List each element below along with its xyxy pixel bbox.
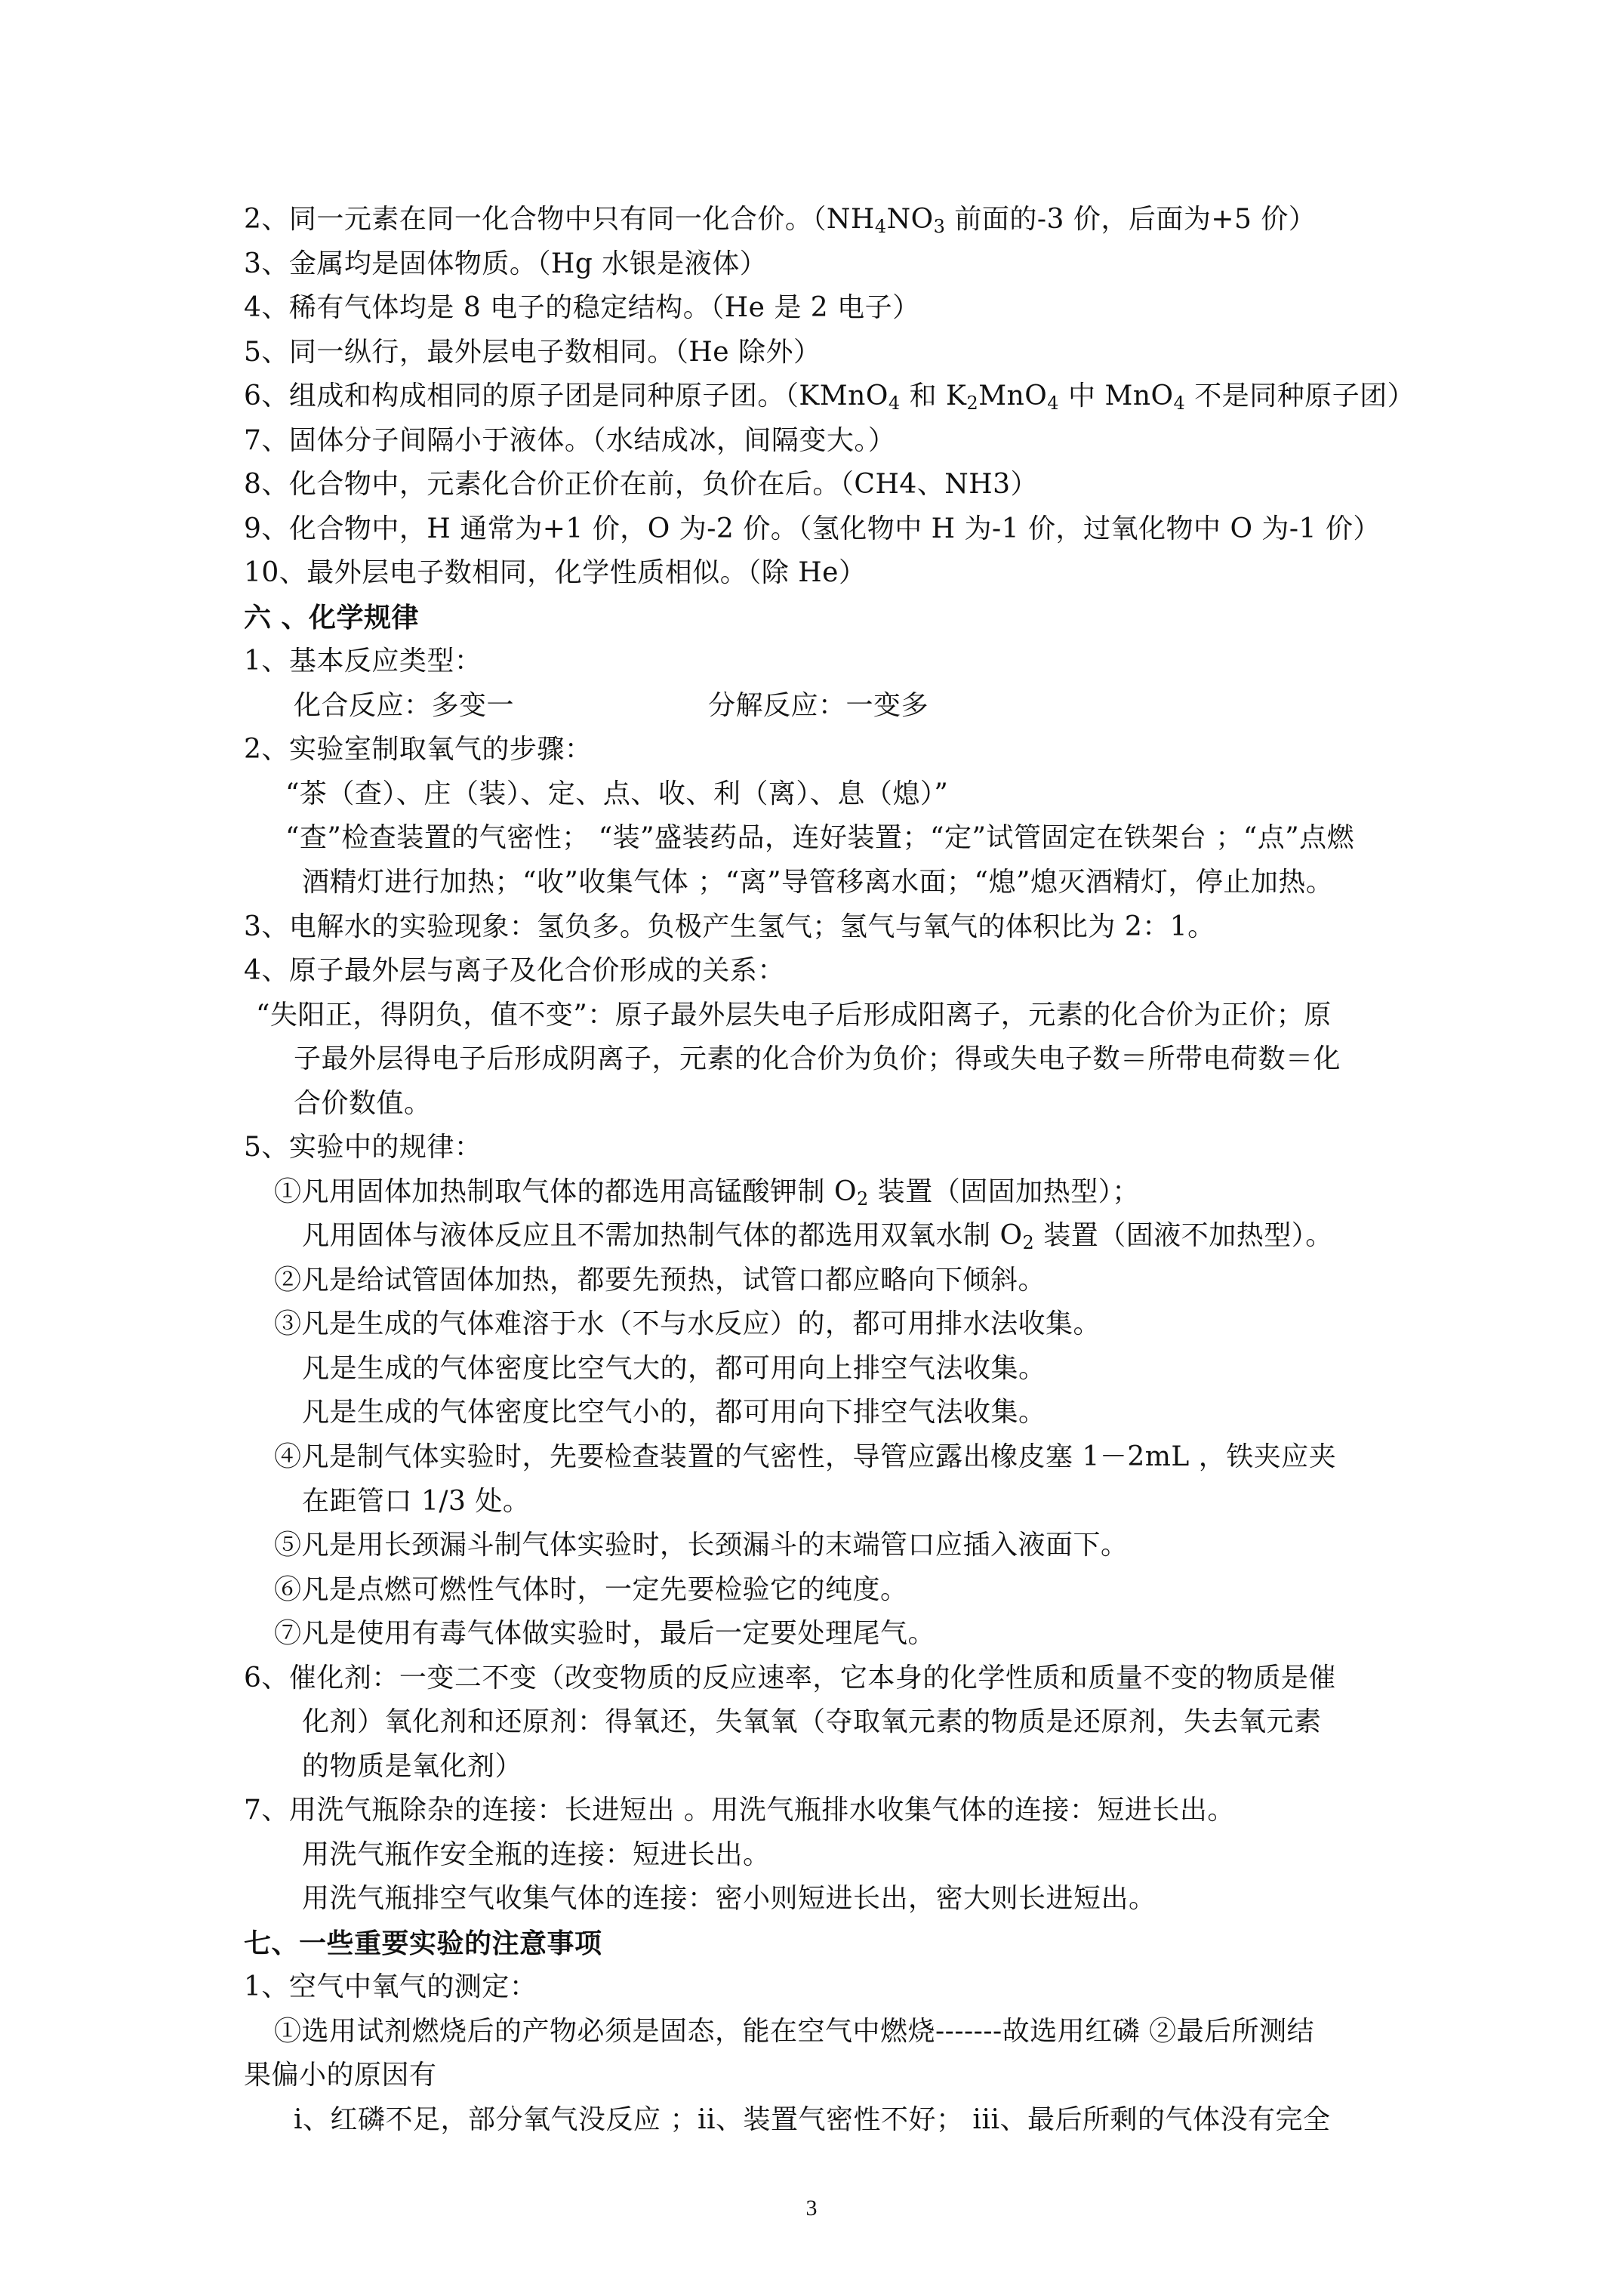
subscript: 4 — [1047, 393, 1060, 414]
text-segment: 不是同种原子团） — [1185, 381, 1415, 411]
text-line — [244, 558, 866, 588]
text-segment: ⑤凡是用长颈漏斗制气体实验时，长颈漏斗的末端管口应插入液面下。 — [274, 1530, 1129, 1561]
text-line — [244, 1795, 1235, 1826]
text-line — [294, 1044, 1341, 1074]
text-line — [274, 1530, 1129, 1561]
text-line — [256, 1000, 1332, 1031]
section-heading — [244, 603, 419, 633]
text-line — [244, 735, 592, 765]
text-line — [274, 1575, 908, 1605]
text-segment: 5、同一纵行，最外层电子数相同。（He 除外） — [244, 337, 821, 368]
text-segment: “失阳正，得阴负，值不变”：原子最外层失电子后形成阳离子，元素的化合价为正价；原 — [256, 1000, 1332, 1031]
text-segment: 前面的-3 价，后面为+5 价） — [945, 204, 1317, 235]
text-line — [244, 470, 1038, 500]
text-line — [244, 912, 1215, 942]
text-line — [244, 293, 920, 323]
text-segment: 7、固体分子间隔小于液体。（水结成冰，间隔变大。） — [244, 425, 896, 456]
text-line — [302, 1840, 771, 1870]
text-line — [302, 1707, 1322, 1737]
text-segment: 果偏小的原因有 — [244, 2060, 437, 2091]
text-line — [302, 1752, 522, 1782]
text-segment: 合价数值。 — [294, 1088, 432, 1119]
text-segment: 七、一些重要实验的注意事项 — [244, 1928, 602, 1959]
text-line — [302, 1221, 1333, 1251]
text-segment: 2、实验室制取氧气的步骤： — [244, 734, 593, 765]
text-line — [294, 691, 514, 721]
subscript: 4 — [1173, 393, 1186, 414]
text-line — [274, 1619, 935, 1649]
text-segment: ①凡用固体加热制取气体的都选用高锰酸钾制 O — [274, 1176, 857, 1207]
text-line — [302, 1398, 1046, 1428]
text-line — [302, 1884, 1156, 1914]
text-line — [302, 1354, 1046, 1384]
text-segment: MnO — [978, 381, 1048, 411]
subscript: 2 — [1022, 1232, 1035, 1253]
text-segment: ④凡是制气体实验时，先要检查装置的气密性，导管应露出橡皮塞 1－2mL ，铁夹应夹 — [274, 1441, 1337, 1472]
text-segment: 4、稀有气体均是 8 电子的稳定结构。（He 是 2 电子） — [244, 292, 920, 323]
text-line — [244, 205, 1316, 235]
text-segment: 和 K — [900, 381, 967, 411]
text-segment: ⑦凡是使用有毒气体做实验时，最后一定要处理尾气。 — [274, 1618, 936, 1649]
text-segment: 凡用固体与液体反应且不需加热制气体的都选用双氧水制 O — [302, 1220, 1023, 1251]
text-segment: NO — [886, 204, 934, 235]
text-segment: ②凡是给试管固体加热，都要先预热，试管口都应略向下倾斜。 — [274, 1265, 1046, 1296]
text-segment: 酒精灯进行加热；“收”收集气体 ；“离”导管移离水面；“熄”熄灭酒精灯，停止加热。 — [302, 867, 1334, 898]
text-segment: 8、化合物中，元素化合价正价在前，负价在后。（CH4、NH3） — [244, 469, 1039, 500]
subscript: 2 — [966, 393, 979, 414]
text-segment: 1、空气中氧气的测定： — [244, 1971, 537, 2002]
text-segment: 的物质是氧化剂） — [302, 1751, 523, 1782]
text-line — [285, 823, 1354, 853]
text-line — [244, 1663, 1336, 1693]
text-line — [244, 426, 895, 456]
text-segment: 3、金属均是固体物质。（Hg 水银是液体） — [244, 248, 768, 279]
text-segment: 化合反应：多变一 — [294, 690, 515, 721]
text-line — [274, 1265, 1046, 1296]
text-line — [274, 1176, 1140, 1210]
text-segment: 1、基本反应类型： — [244, 646, 482, 676]
text-segment: ①选用试剂燃烧后的产物必须是固态，能在空气中燃烧-------故选用红磷 ②最后所测结 — [274, 2016, 1315, 2047]
text-line — [302, 1487, 530, 1517]
text-line — [244, 956, 785, 986]
text-segment: 化剂）氧化剂和还原剂：得氧还，失氧氧（夺取氧元素的物质是还原剂，失去氧元素 — [302, 1706, 1322, 1737]
text-line — [294, 2105, 1330, 2135]
text-segment: “查”检查装置的气密性； “装”盛装药品，连好装置；“定”试管固定在铁架台 ；“点”点燃 — [285, 822, 1355, 853]
text-segment: 5、实验中的规律： — [244, 1132, 482, 1163]
text-segment: 3、电解水的实验现象：氢负多。负极产生氢气；氢气与氧气的体积比为 2：1。 — [244, 911, 1215, 942]
text-segment: 中 MnO — [1059, 381, 1174, 411]
text-line — [244, 381, 1415, 414]
text-line — [285, 779, 948, 809]
text-line — [244, 514, 1381, 544]
subscript: 4 — [888, 393, 901, 414]
text-line — [302, 868, 1333, 898]
text-segment: 10、最外层电子数相同，化学性质相似。（除 He） — [244, 557, 867, 588]
text-line — [244, 249, 767, 279]
text-segment: i、红磷不足，部分氧气没反应 ；ii、装置气密性不好； iii、最后所剩的气体没有完全 — [294, 2104, 1331, 2135]
text-segment: ③凡是生成的气体难溶于水（不与水反应）的，都可用排水法收集。 — [274, 1308, 1101, 1339]
subscript: 4 — [874, 216, 887, 237]
text-segment: 六 、化学规律 — [244, 602, 420, 633]
subscript: 2 — [856, 1188, 869, 1210]
text-segment: 6、组成和构成相同的原子团是同种原子团。（KMnO — [244, 381, 888, 411]
text-segment: 6、催化剂：一变二不变（改变物质的反应速率，它本身的化学性质和质量不变的物质是催 — [244, 1663, 1336, 1693]
page-number: 3 — [805, 2196, 818, 2220]
text-line — [708, 691, 929, 721]
text-segment: 装置（固液不加热型）。 — [1034, 1220, 1333, 1251]
text-line — [244, 1972, 537, 2002]
text-segment: 装置（固固加热型）； — [868, 1176, 1140, 1207]
text-line — [244, 646, 482, 676]
text-segment: 7、用洗气瓶除杂的连接：长进短出 。用洗气瓶排水收集气体的连接：短进长出。 — [244, 1795, 1235, 1826]
text-segment: 分解反应：一变多 — [708, 690, 929, 721]
text-line — [244, 2060, 437, 2091]
text-segment: 凡是生成的气体密度比空气大的，都可用向上排空气法收集。 — [302, 1353, 1046, 1384]
text-line — [244, 337, 821, 368]
text-segment: 凡是生成的气体密度比空气小的，都可用向下排空气法收集。 — [302, 1397, 1046, 1428]
text-line — [244, 1133, 482, 1163]
text-segment: 在距管口 1/3 处。 — [302, 1486, 531, 1517]
text-segment: 用洗气瓶作安全瓶的连接：短进长出。 — [302, 1839, 771, 1870]
text-segment: 9、化合物中，H 通常为+1 价，O 为-2 价。（氢化物中 H 为-1 价，过氧化物中 O 为-1 价） — [244, 513, 1381, 544]
text-segment: 4、原子最外层与离子及化合价形成的关系： — [244, 955, 785, 986]
text-segment: ⑥凡是点燃可燃性气体时，一定先要检验它的纯度。 — [274, 1574, 908, 1605]
subscript: 3 — [933, 216, 946, 237]
text-segment: 用洗气瓶排空气收集气体的连接：密小则短进长出，密大则长进短出。 — [302, 1883, 1156, 1914]
text-line — [274, 1309, 1101, 1339]
text-segment: 2、同一元素在同一化合物中只有同一化合价。（NH — [244, 204, 875, 235]
section-heading — [244, 1928, 602, 1959]
text-segment: 子最外层得电子后形成阴离子，元素的化合价为负价；得或失电子数＝所带电荷数＝化 — [294, 1043, 1341, 1074]
text-line — [274, 1442, 1336, 1472]
text-segment: “茶（查）、庄（装）、定、点、收、利（离）、息（熄）” — [285, 778, 949, 809]
text-line — [274, 2017, 1314, 2047]
text-line — [294, 1089, 432, 1119]
